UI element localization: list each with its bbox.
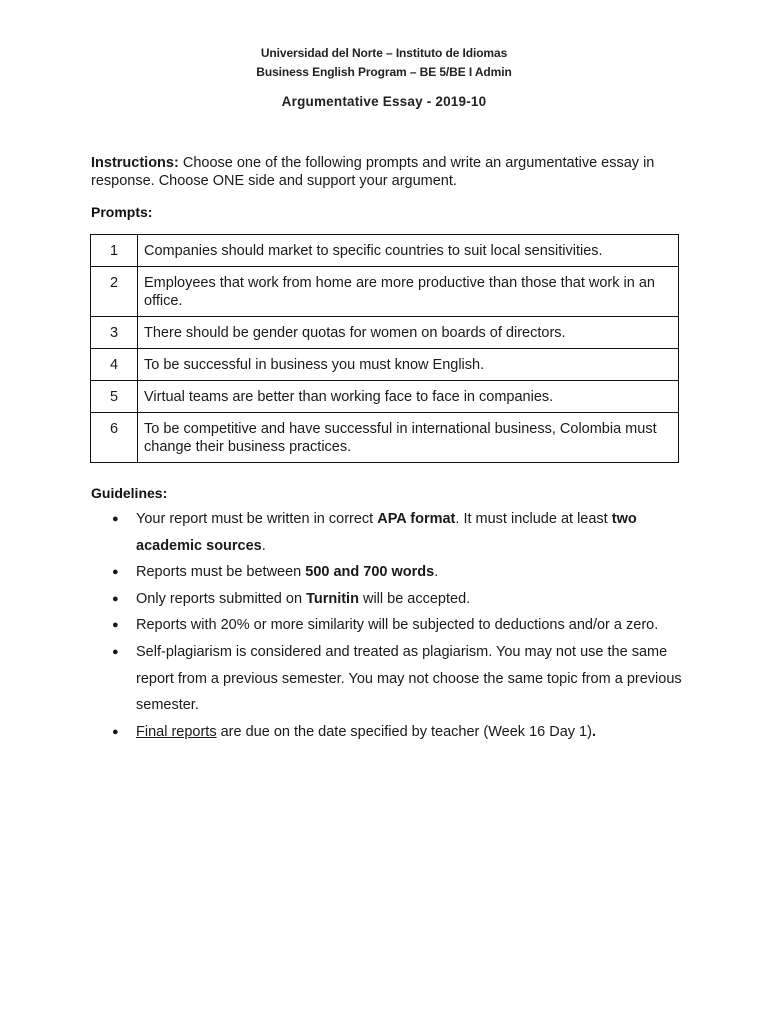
table-row [91, 317, 679, 349]
guideline-emphasis: . [591, 723, 596, 740]
list-item [112, 612, 682, 639]
instructions-paragraph [91, 154, 691, 190]
instructions-label: Instructions: [91, 155, 179, 171]
guideline-text: Reports with 20% or more similarity will be subjected to deductions and/or a zero. [136, 617, 659, 634]
prompt-number: 6 [91, 413, 138, 463]
guideline-text: Your report must be written in correct [136, 511, 378, 527]
list-item [112, 586, 682, 613]
list-item [112, 719, 682, 746]
table-row [91, 381, 679, 413]
guideline-emphasis: Turnitin [306, 590, 359, 607]
prompt-text: To be competitive and have successful in international business, Colombia must change their business practices. [138, 413, 679, 463]
bullet-icon: ● [112, 725, 119, 738]
guidelines-list [112, 506, 682, 745]
prompt-number: 5 [91, 381, 138, 413]
document-title: Argumentative Essay - 2019-10 [281, 94, 487, 109]
prompt-number: 4 [91, 349, 138, 381]
table-row [91, 267, 679, 317]
guideline-text: . [261, 537, 266, 554]
prompt-text: Virtual teams are better than working face to face in companies. [138, 381, 679, 413]
instructions-text: Choose one of the following prompts and write an argumentative essay in response. Choose ONE side and support your argument. [91, 155, 655, 189]
list-item [112, 559, 682, 586]
bullet-icon: ● [112, 513, 119, 525]
bullet-icon: ● [112, 592, 119, 605]
guideline-text: . It must include at least [455, 511, 612, 527]
guideline-text: Reports must be between [136, 564, 306, 581]
bullet-icon: ● [112, 645, 119, 658]
program-line: Business English Program – BE 5/BE I Admin [256, 65, 512, 79]
list-item [112, 506, 682, 559]
guideline-emphasis: two academic sources [136, 511, 637, 554]
guideline-text: Only reports submitted on [136, 590, 307, 607]
prompt-text: Employees that work from home are more productive than those that work in an office. [138, 267, 679, 317]
table-row [91, 413, 679, 463]
prompts-heading: Prompts: [91, 204, 153, 220]
prompt-text: There should be gender quotas for women on boards of directors. [138, 317, 679, 349]
bullet-icon: ● [112, 619, 119, 632]
guidelines-heading: Guidelines: [91, 485, 168, 501]
table-row [91, 235, 679, 267]
prompt-number: 3 [91, 317, 138, 349]
list-item [112, 639, 682, 719]
institution-line: Universidad del Norte – Instituto de Idiomas [260, 46, 508, 60]
guideline-text: are due on the date specified by teacher (Week 16 Day 1) [216, 723, 592, 740]
guideline-text: . [434, 564, 439, 581]
prompt-text: To be successful in business you must know English. [138, 349, 679, 381]
prompt-number: 1 [91, 235, 138, 267]
prompts-table [90, 234, 679, 463]
guideline-text: will be accepted. [358, 590, 471, 607]
bullet-icon: ● [112, 566, 119, 579]
guideline-emphasis: 500 and 700 words [305, 564, 435, 581]
guideline-text: Self-plagiarism is considered and treated as plagiarism. You may not use the same report from a previous semester. You may not choose the same topic from a previous semester. [136, 643, 682, 714]
table-row [91, 349, 679, 381]
final-reports-underlined: Final reports [136, 723, 217, 740]
guideline-emphasis: APA format [377, 511, 456, 527]
prompt-number: 2 [91, 267, 138, 317]
prompt-text: Companies should market to specific countries to suit local sensitivities. [138, 235, 679, 267]
